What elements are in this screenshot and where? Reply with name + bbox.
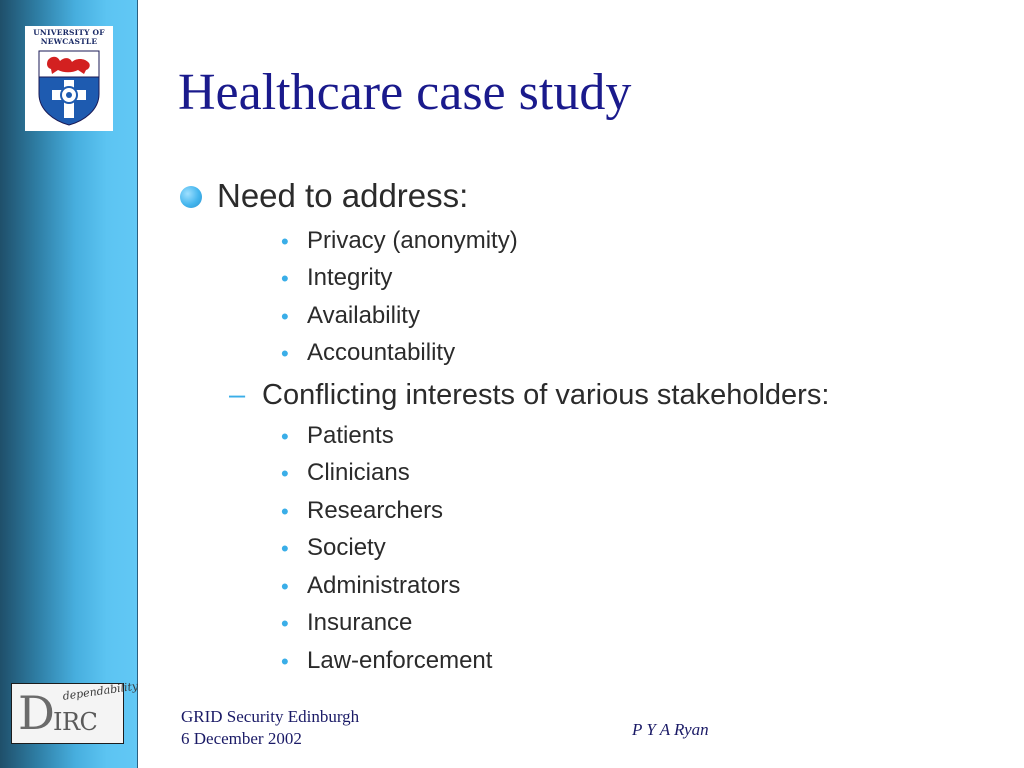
dash-bullet-icon: –	[229, 379, 246, 411]
main-bullet-text: Need to address:	[217, 177, 469, 214]
dot-bullet-icon: •	[281, 266, 289, 291]
footer-event: GRID Security Edinburgh	[181, 707, 360, 726]
address-item: Availability	[307, 302, 420, 329]
footer-author: P Y A Ryan	[632, 720, 709, 739]
dot-bullet-icon: •	[281, 611, 289, 636]
dirc-logo-tagline: dependability	[61, 679, 139, 703]
slide-title: Healthcare case study	[178, 64, 632, 121]
university-shield-icon	[38, 50, 100, 126]
stakeholder-item: Law-enforcement	[307, 647, 493, 674]
stakeholder-item: Society	[307, 534, 386, 561]
dot-bullet-icon: •	[281, 461, 289, 486]
stakeholder-item: Patients	[307, 422, 394, 449]
dirc-logo-irc: IRC	[53, 708, 98, 736]
university-logo	[25, 26, 113, 131]
address-item: Accountability	[307, 339, 456, 366]
dot-bullet-icon: •	[281, 424, 289, 449]
university-logo-line1: UNIVERSITY OF	[33, 28, 105, 37]
footer-date: 6 December 2002	[181, 729, 302, 748]
dot-bullet-icon: •	[281, 341, 289, 366]
dirc-logo	[11, 679, 139, 744]
dot-bullet-icon: •	[281, 499, 289, 524]
stakeholder-item: Administrators	[307, 572, 461, 599]
footer-event-info	[181, 706, 359, 750]
dot-bullet-icon: •	[281, 536, 289, 561]
dot-bullet-icon: •	[281, 574, 289, 599]
dirc-logo-d: D	[18, 686, 55, 740]
stakeholder-item: Clinicians	[307, 459, 410, 486]
sub-heading: Conflicting interests of various stakeholders:	[262, 379, 830, 411]
dot-bullet-icon: •	[281, 229, 289, 254]
university-logo-line2: NEWCASTLE	[40, 37, 98, 46]
address-item: Privacy (anonymity)	[307, 227, 518, 254]
round-bullet-icon	[180, 186, 202, 208]
stakeholder-item: Insurance	[307, 609, 413, 636]
address-item: Integrity	[307, 264, 393, 291]
dot-bullet-icon: •	[281, 649, 289, 674]
dot-bullet-icon: •	[281, 304, 289, 329]
stakeholder-item: Researchers	[307, 497, 444, 524]
